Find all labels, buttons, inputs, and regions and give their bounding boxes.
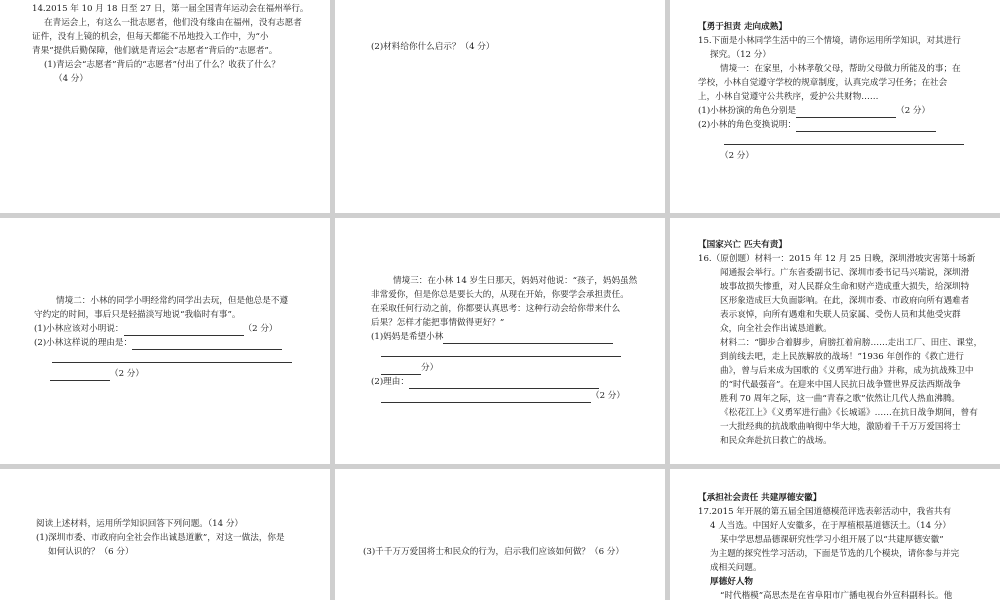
- q14-question1: (1)青运会“志愿者”背后的“志愿者”付出了什么？收获了什么？: [44, 60, 280, 70]
- q15-answer1: [698, 104, 988, 118]
- q17-line1: 17.2015 年开展的第五届全国道德模范评选表彰活动中，我省共有: [698, 507, 952, 517]
- s2-answer1-label: (1)小林应该对小明说：: [34, 324, 124, 334]
- q14-line3: 证件，没有上镜的机会，但每天都能不吊地投入工作中，为“小: [32, 32, 269, 42]
- q16-line10: 的“时代最强音”。在迎来中国人民抗日战争暨世界反法西斯战争: [720, 380, 961, 390]
- q17-line5: 成相关问题。: [710, 563, 762, 573]
- answer1-score: （2 分）: [896, 106, 931, 116]
- s3-answer2-line: [381, 392, 591, 403]
- section-heading: 【承担社会责任 共建厚德安徽】: [698, 493, 822, 503]
- s2-answer1-score: （2 分）: [243, 324, 278, 334]
- panel-q14: [0, 0, 330, 213]
- q16-line14: 和民众奔赴抗日救亡的战场。: [720, 436, 832, 446]
- panel-q15: [670, 0, 1000, 213]
- panel-situation2: [0, 218, 330, 464]
- q16-line3: 坡事故损失惨重，对人民群众生命和财产造成重大损失，给深圳特: [720, 282, 970, 292]
- q16-line5: 表示哀悼，向所有遇难和失联人员家属、受伤人员和其他受灾群: [720, 310, 961, 320]
- answer1-label: (1)小林扮演的角色分别是: [698, 106, 797, 116]
- s2-answer2-line: [52, 352, 292, 363]
- s3-answer2-score-row: [371, 389, 655, 403]
- answer1-blank: [796, 107, 896, 118]
- s2-answer2-label: (2)小林这样说的理由是：: [34, 338, 133, 348]
- situation2-answer1: [34, 322, 320, 336]
- q16-line8: 到前线去吧，走上民族解放的战场！”1936 年创作的《救亡进行: [720, 352, 964, 362]
- q16-line2: 闻通报会举行。广东省委副书记、深圳市委书记马兴瑞说，深圳滑: [720, 268, 970, 278]
- panel-situation3: [335, 218, 665, 464]
- s3-answer1-line: [381, 346, 621, 357]
- q15-answer2: [698, 118, 988, 132]
- panel-q16-question3: [335, 469, 665, 600]
- situation3-line4: 后果？怎样才能把事情做得更好？”: [371, 318, 505, 328]
- situation3-answer2: [371, 375, 655, 389]
- situation1-line1: 情境一：在家里，小林孝敬父母，帮助父母做力所能及的事；在: [720, 64, 961, 74]
- panel-q17: [670, 469, 1000, 600]
- q16-question3: (3)千千万万爱国将士和民众的行为，启示我们应该如何做？（6 分）: [363, 547, 624, 557]
- panel-q14-2: [335, 0, 665, 213]
- q16-question1: (1)深圳市委、市政府向全社会作出诚恳道歉”，对这一做法，你是: [36, 533, 285, 543]
- s3-answer2-label: (2)理由：: [371, 377, 409, 387]
- q16-question1-cont: 如何认识的？（6 分）: [48, 547, 134, 557]
- s3-answer2-score: （2 分）: [591, 391, 625, 401]
- q14-line1: 14.2015 年 10 月 18 日至 27 日，第一届全国青年运动会在福州举行。: [32, 4, 309, 14]
- q16-line11: 胜利 70 周年之际，这一曲“青春之歌”依然让几代人热血沸腾。: [720, 394, 961, 404]
- q14-score: （4 分）: [54, 74, 88, 84]
- s2-answer2-score: （2 分）: [110, 369, 144, 379]
- s3-answer2-blank: [409, 378, 599, 389]
- section-heading: 【国家兴亡 匹夫有责】: [698, 240, 787, 250]
- s2-answer2-blank: [132, 339, 282, 350]
- q16-line13: 一大批经典的抗战歌曲响彻中华大地，激励着千千万万爱国将士: [720, 422, 961, 432]
- panel-q16-questions: [0, 469, 330, 600]
- answer2-label: (2)小林的角色变换说明：: [698, 120, 797, 130]
- situation3-line3: 在采取任何行动之前，你都要认真思考：这种行动会给你带来什么: [371, 304, 621, 314]
- q17-line3: 某中学思想品德课研究性学习小组开展了以“共建厚德安徽”: [720, 535, 944, 545]
- q16-line4: 区形象造成巨大负面影响。在此，深圳市委、市政府向所有遇难者: [720, 296, 970, 306]
- q17-line2: 4 人当选。中国好人安徽多，在于厚植根基道德沃土。（14 分）: [710, 521, 952, 531]
- s3-answer1-label: (1)妈妈是希望小林: [371, 332, 444, 342]
- q17-line6: “时代楷模”高思杰是在省阜阳市广播电视台外宣科副科长。他: [720, 591, 953, 600]
- q14-line2: 在青运会上，有这么一批志愿者，他们没有缘由在福州，没有志愿者: [44, 18, 302, 28]
- answer2-score: （2 分）: [720, 151, 754, 161]
- situation1-line3: 上，小林自觉遵守公共秩序，爱护公共财物……: [698, 92, 879, 102]
- situation3-line1: 情境三：在小林 14 岁生日那天，妈妈对他说：“孩子，妈妈虽然: [393, 276, 638, 286]
- q14-line4: 青果”提供后勤保障，他们就是青运会“志愿者”背后的“志愿者”。: [32, 46, 278, 56]
- s3-answer1-score-row: [371, 361, 655, 375]
- s2-answer2-short-blank: [50, 370, 110, 381]
- s2-answer2-score-row: [34, 367, 320, 381]
- q17-line4: 为主题的探究性学习活动，下面是节选的几个模块，请你参与并完: [710, 549, 960, 559]
- q16-intro: 阅读上述材料，运用所学知识回答下列问题。（14 分）: [36, 519, 244, 529]
- situation2-answer2: [34, 336, 320, 350]
- q17-subheading: 厚德好人物: [710, 577, 753, 587]
- answer2-blank: [796, 121, 936, 132]
- s2-answer1-blank: [124, 325, 244, 336]
- q14-question2: (2)材料给你什么启示？（4 分）: [371, 42, 495, 52]
- section-heading: 【勇于担责 走向成熟】: [698, 22, 787, 32]
- q15-line2: 探究。（12 分）: [710, 50, 771, 60]
- q16-line7: 材料二：“脚步合着脚步，肩膀扛着肩膀……走出工厂、田庄、课堂，: [720, 338, 983, 348]
- s3-answer1-score: 分）: [421, 363, 439, 373]
- s3-answer1-blank: [443, 333, 613, 344]
- situation2-line2: 守约定的时间，事后只是轻描淡写地说“我临时有事”。: [34, 310, 241, 320]
- q16-line1: 16.（原创题）材料一：2015 年 12 月 25 日晚，深圳滑坡灾害第十场新: [698, 254, 976, 264]
- q16-line9: 曲》，曾与后来成为国歌的《义勇军进行曲》并称，成为抗战殊卫中: [720, 366, 974, 376]
- situation3-line2: 非常爱你，但是你总是要长大的，从现在开始，你要学会承担责任。: [371, 290, 629, 300]
- panel-q16: [670, 218, 1000, 464]
- q15-line1: 15.下面是小林同学生活中的三个情境，请你运用所学知识，对其进行: [698, 36, 961, 46]
- situation1-line2: 学校，小林自觉遵守学校的规章制度，认真完成学习任务；在社会: [698, 78, 948, 88]
- situation3-answer1: [371, 330, 655, 344]
- s3-answer1-short-blank: [381, 364, 421, 375]
- q16-line6: 众，向全社会作出诚恳道歉。: [720, 324, 832, 334]
- situation2-line1: 情境二：小林的同学小明经常约同学出去玩，但是他总是不遵: [56, 296, 289, 306]
- answer2-blank-line: [724, 134, 964, 145]
- q16-line12: 《松花江上》《义勇军进行曲》《长城谣》……在抗日战争期间，曾有: [720, 408, 978, 418]
